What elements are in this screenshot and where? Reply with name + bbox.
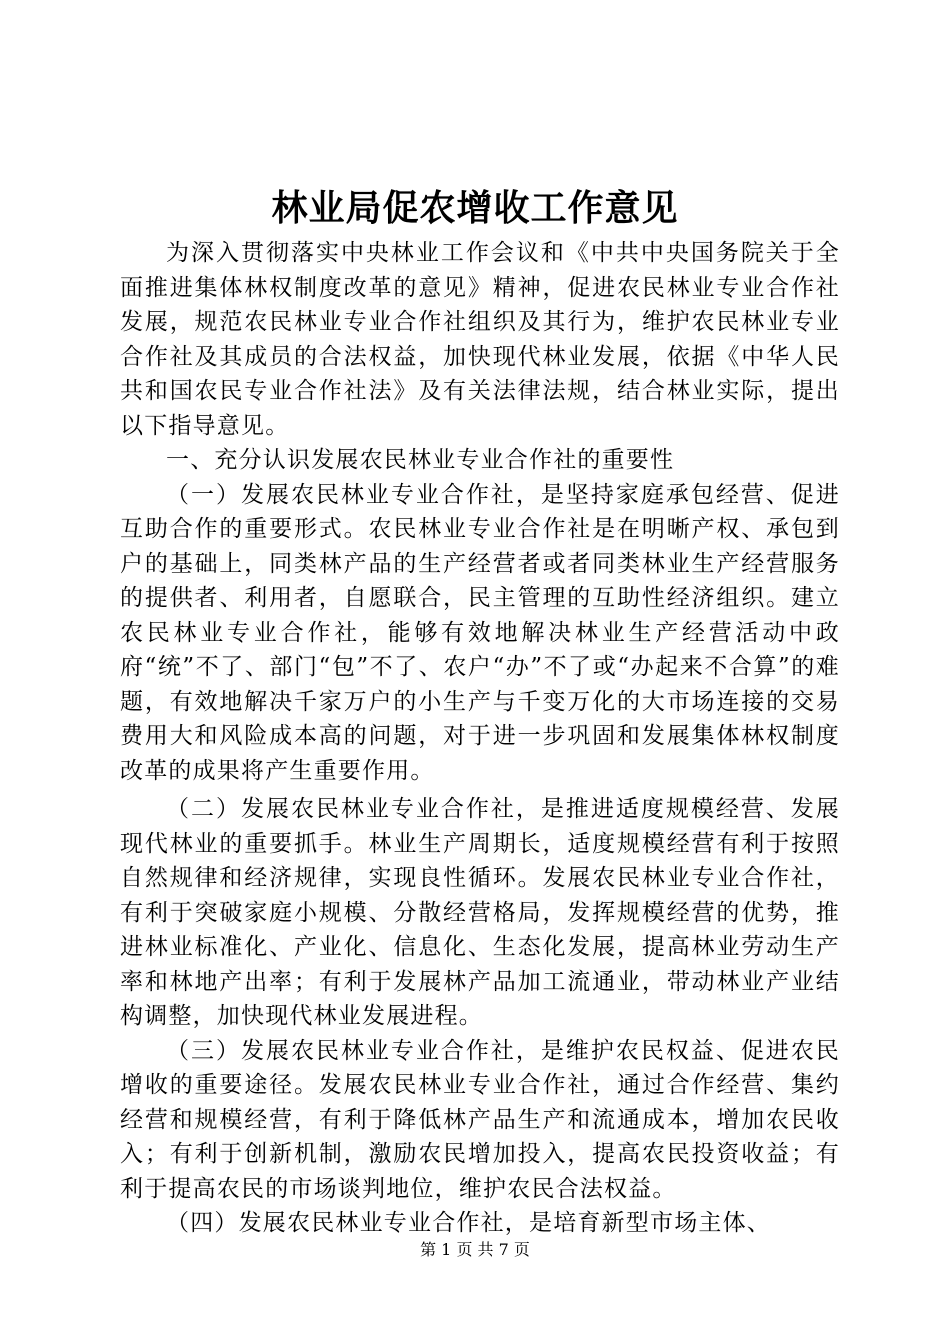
document-body	[120, 236, 840, 1241]
paragraph-item-4: （四）发展农民林业专业合作社，是培育新型市场主体、	[166, 1210, 771, 1236]
document-title: 林业局促农增收工作意见	[271, 187, 679, 229]
page-footer: 第 1 页 共 7 页	[420, 1240, 530, 1259]
section-heading: 一、充分认识发展农民林业专业合作社的重要性	[166, 447, 675, 473]
paragraph-item-1: （一）发展农民林业专业合作社，是坚持家庭承包经营、促进互助合作的重要形式。农民林业专业合作社是在明晰产权、承包到户的基础上，同类林产品的生产经营者或者同类林业生产经营服务的提供者、利用者，自愿联合，民主管理的互助性经济组织。建立农民林业专业合作社，能够有效地解决林业生产经营活动中政府“统”不了、部门“包”不了、农户“办”不了或“办起来不合算”的难题，有效地解决千家万户的小生产与千变万化的大市场连接的交易费用大和风险成本高的问题，对于进一步巩固和发展集体林权制度改革的成果将产生重要作用。	[120, 481, 840, 784]
paragraph-item-3: （三）发展农民林业专业合作社，是维护农民权益、促进农民增收的重要途径。发展农民林业专业合作社，通过合作经营、集约经营和规模经营，有利于降低林产品生产和流通成本，增加农民收入；有利于创新机制，激励农民增加投入，提高农民投资收益；有利于提高农民的市场谈判地位，维护农民合法权益。	[120, 1037, 840, 1202]
paragraph-item-2: （二）发展农民林业专业合作社，是推进适度规模经营、发展现代林业的重要抓手。林业生产周期长，适度规模经营有利于按照自然规律和经济规律，实现良性循环。发展农民林业专业合作社，有利于突破家庭小规模、分散经营格局，发挥规模经营的优势，推进林业标准化、产业化、信息化、生态化发展，提高林业劳动生产率和林地产出率；有利于发展林产品加工流通业，带动林业产业结构调整，加快现代林业发展进程。	[120, 796, 840, 1029]
intro-paragraph: 为深入贯彻落实中央林业工作会议和《中共中央国务院关于全面推进集体林权制度改革的意见》精神，促进农民林业专业合作社发展，规范农民林业专业合作社组织及其行为，维护农民林业专业合作社及其成员的合法权益，加快现代林业发展，依据《中华人民共和国农民专业合作社法》及有关法律法规，结合林业实际，提出以下指导意见。	[120, 240, 840, 439]
